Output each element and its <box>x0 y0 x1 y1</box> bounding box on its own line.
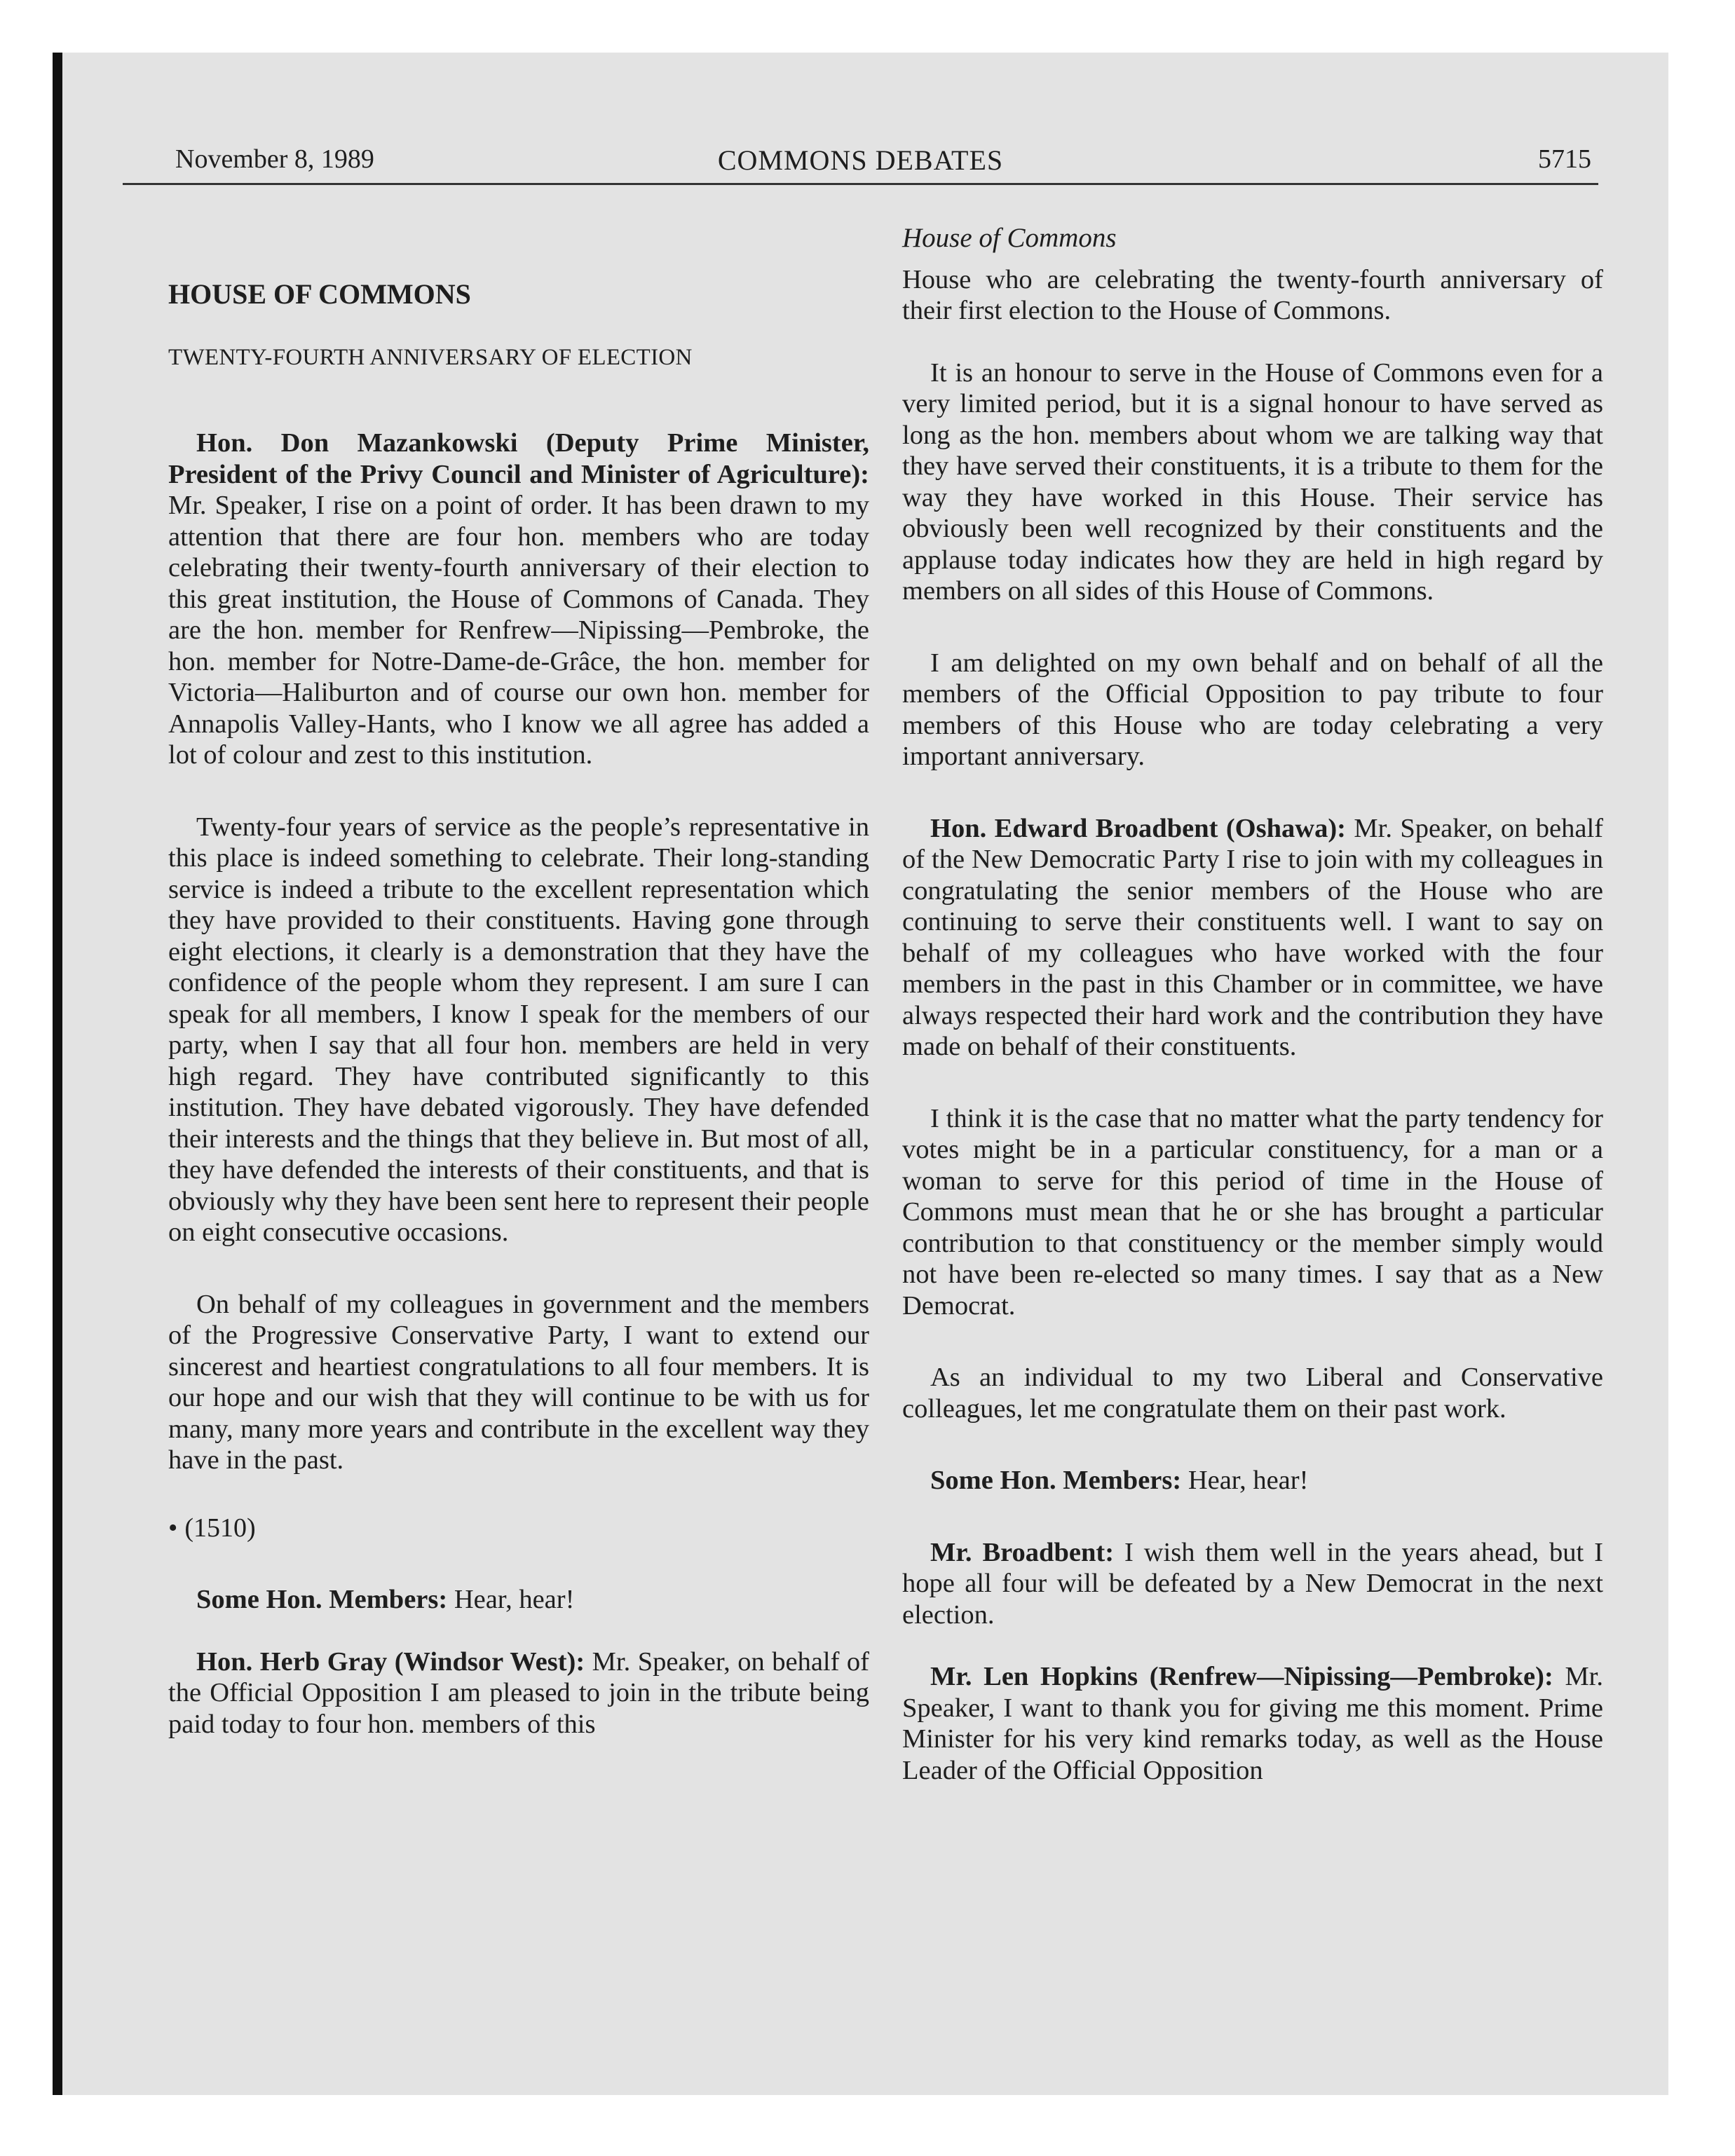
speaker-name: Hon. Don Mazankowski (Deputy Prime Minister, President of the Privy Council and Minister of Agriculture): <box>168 428 869 489</box>
paragraph-text: Mr. Speaker, I want to thank you for giving me this moment. Prime Minister for his very kind remarks today, as well as the House Leader of the Official Opposition <box>902 1662 1603 1785</box>
header-title: COMMONS DEBATES <box>717 144 1004 176</box>
paragraph-text: Hear, hear! <box>1181 1466 1309 1495</box>
paragraph <box>902 1537 1603 1631</box>
running-head: House of Commons <box>902 223 1117 253</box>
header-page-number: 5715 <box>1538 144 1591 174</box>
speaker-name: Hon. Edward Broadbent (Oshawa): <box>930 813 1346 843</box>
paragraph-text: I wish them well in the years ahead, but I hope all four will be defeated by a New Democrat in the next election. <box>902 1537 1603 1630</box>
paragraph-text: Mr. Speaker, I rise on a point of order. It has been drawn to my attention that there are four hon. members who are today celebrating their twenty-fourth anniversary of their election to this great institution, the House of Commons of Canada. They are the hon. member for Renfrew—Nipissing—Pembroke, the hon. member for Notre-Dame-de-Grâce, the hon. member for Victoria—Haliburton and of course our own hon. member for Annapolis Valley-Hants, who I know we all agree has added a lot of colour and zest to this institution. <box>168 491 869 770</box>
speaker-name: Mr. Len Hopkins (Renfrew—Nipissing—Pembroke): <box>930 1662 1553 1691</box>
section-title: HOUSE OF COMMONS <box>168 278 471 310</box>
subsection-title: TWENTY-FOURTH ANNIVERSARY OF ELECTION <box>168 345 693 370</box>
paragraph-text: Hear, hear! <box>447 1585 575 1614</box>
paragraph: It is an honour to serve in the House of Commons even for a very limited period, but it is a signal honour to have served as long as the hon. members about whom we are talking way that they have served their constituents, it is a tribute to them for the way they have worked in this House. Their service has obviously been well recognized by their constituents and the applause today indicates how they are held in high regard by members on all sides of this House of Commons. <box>902 357 1603 606</box>
left-column <box>168 210 869 1740</box>
paragraph-text: Mr. Speaker, on behalf of the New Democratic Party I rise to join with my colleagues in congratulating the senior members of the House who are continuing to serve their constituents well. I want to say on behalf of my colleagues who have worked with the four members in the past in this Chamber or in committee, we have always respected their hard work and the contribution they have made on behalf of their constituents. <box>902 813 1603 1061</box>
time-marker-text: (1510) <box>184 1513 256 1543</box>
paragraph <box>902 1465 1603 1496</box>
paragraph <box>168 1646 869 1740</box>
paragraph: House who are celebrating the twenty-fourth anniversary of their first election to the House of Commons. <box>902 264 1603 325</box>
page-header <box>123 144 1598 185</box>
header-date: November 8, 1989 <box>175 144 374 174</box>
speaker-name: Some Hon. Members: <box>196 1585 448 1614</box>
binding-edge <box>53 53 62 2095</box>
paragraph: As an individual to my two Liberal and Conservative colleagues, let me congratulate them on their past work. <box>902 1363 1603 1424</box>
paragraph: Twenty-four years of service as the people’s representative in this place is indeed something to celebrate. Their long-standing service is indeed a tribute to the excellent representation which they have provided to their constituents. Having gone through eight elections, it clearly is a demonstration that they have the confidence of the people whom they represent. I am sure I can speak for all members, I know I speak for the members of our party, when I say that all four hon. members are held in very high regard. They have contributed significantly to this institution. They have debated vigorously. They have defended their interests and the things that they believe in. But most of all, they have defended the interests of their constituents, and that is obviously why they have been sent here to represent their people on eight consecutive occasions. <box>168 812 869 1247</box>
speaker-name: Mr. Broadbent: <box>930 1537 1115 1567</box>
speaker-name: Hon. Herb Gray (Windsor West): <box>196 1646 585 1677</box>
paragraph: On behalf of my colleagues in government and the members of the Progressive Conservative Party, I want to extend our sincerest and heartiest congratulations to all four members. It is our hope and our wish that they will continue to be with us for many, many more years and contribute in the excellent way they have in the past. <box>168 1289 869 1475</box>
speaker-name: Some Hon. Members: <box>930 1466 1182 1495</box>
paragraph-text: Mr. Speaker, on behalf of the Official Opposition I am pleased to join in the tribute being paid today to four hon. members of this <box>168 1646 869 1739</box>
paragraph <box>168 1584 869 1616</box>
paragraph <box>902 813 1603 1063</box>
time-marker <box>168 1513 869 1544</box>
right-column <box>902 210 1603 1786</box>
paragraph <box>902 1661 1603 1786</box>
paragraph: I think it is the case that no matter what the party tendency for votes might be in a particular constituency, for a man or a woman to serve for this period of time in the House of Commons must mean that he or she has brought a particular contribution to that constituency or the member simply would not have been re-elected so many times. I say that as a New Democrat. <box>902 1103 1603 1321</box>
time-bullet: • <box>168 1513 178 1543</box>
paragraph <box>168 428 869 771</box>
paragraph: I am delighted on my own behalf and on behalf of all the members of the Official Opposition to pay tribute to four members of this House who are today celebrating a very important anniversary. <box>902 648 1603 771</box>
